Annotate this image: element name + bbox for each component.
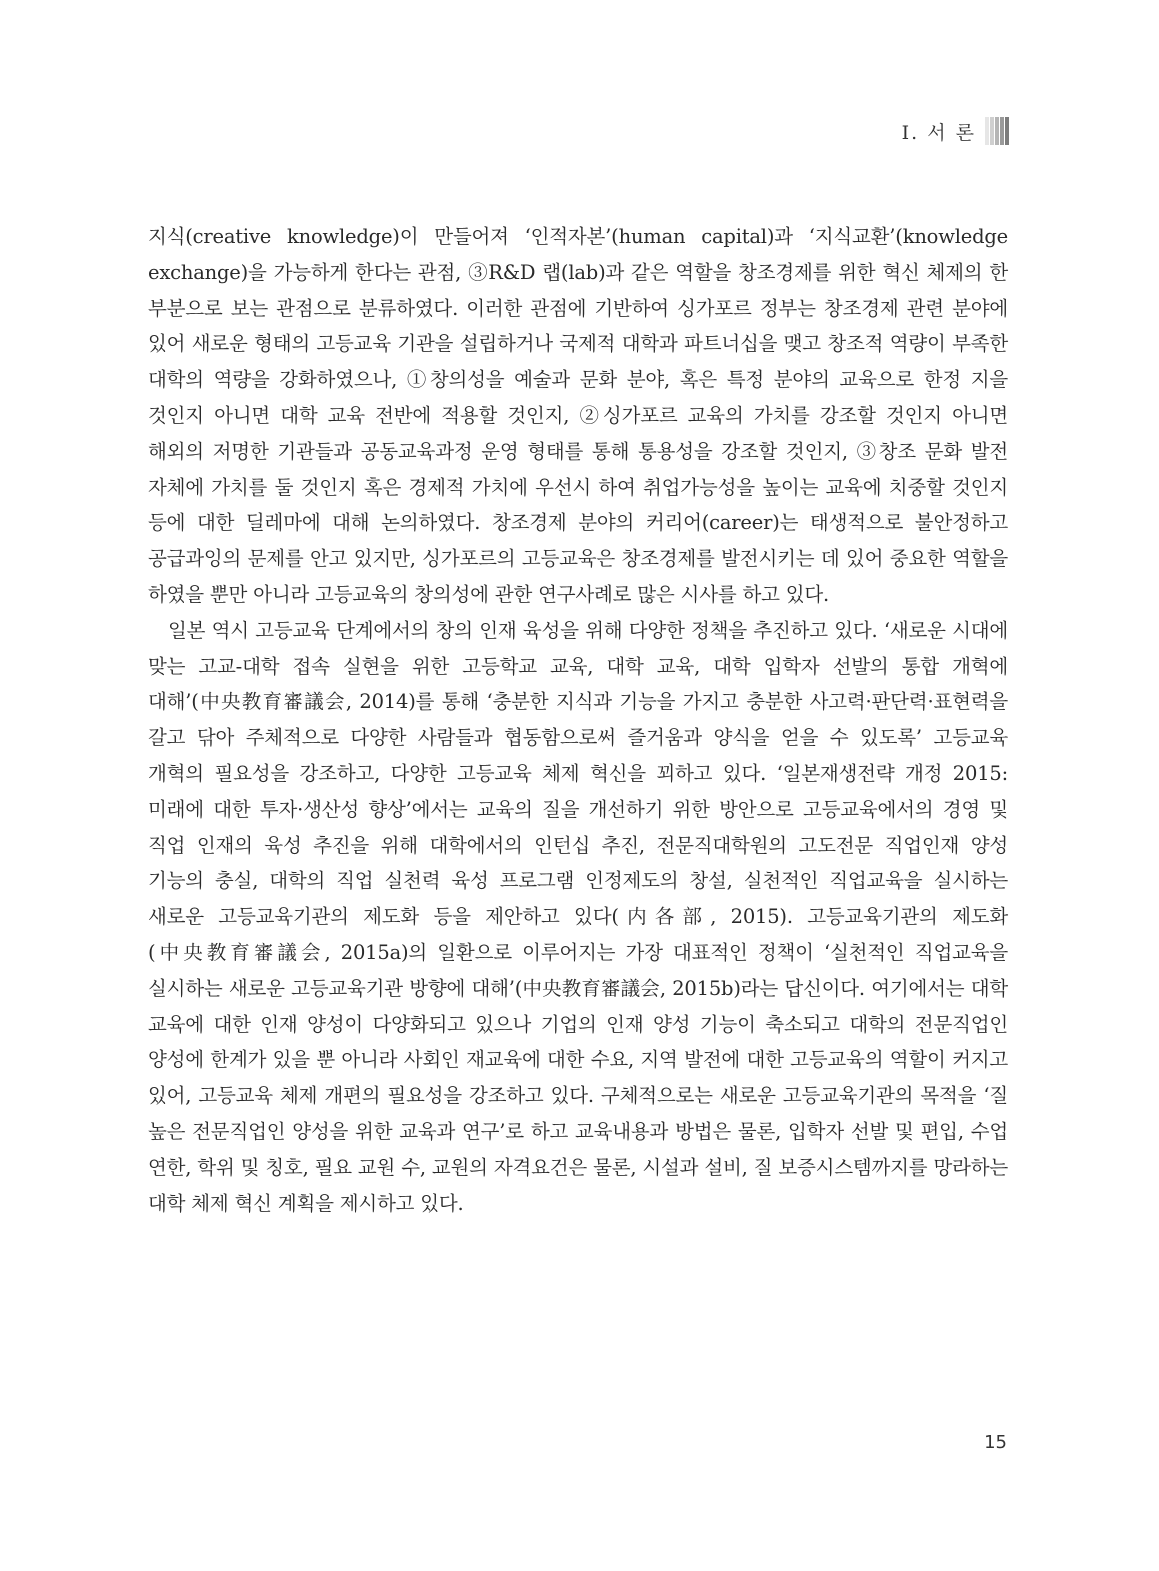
header-bar-stripe xyxy=(1005,117,1009,145)
page-number: 15 xyxy=(984,1432,1007,1453)
header-bar-stripe xyxy=(1000,117,1004,145)
paragraph-japan: 일본 역시 고등교육 단계에서의 창의 인재 육성을 위해 다양한 정책을 추진하고 있다. ‘새로운 시대에 맞는 고교-대학 접속 실현을 위한 고등학교 교육, 대학 교육, 대학 입학자 선발의 통합 개혁에 대해’(中央教育審議会, 2014)를 통해 ‘충분한 지식과 기능을 가지고 충분한 사고력·판단력·표현력을 갈고 닦아 주체적으로 다양한 사람들과 협동함으로써 즐거움과 양식을 얻을 수 있도록’ 고등교육 개혁의 필요성을 강조하고, 다양한 고등교육 체제 혁신을 꾀하고 있다. ‘일본재생전략 개정 2015: 미래에 대한 투자·생산성 향상’에서는 교육의 질을 개선하기 위한 방안으로 고등교육에서의 경영 및 직업 인재의 육성 추진을 위해 대학에서의 인턴십 추진, 전문직대학원의 고도전문 직업인재 양성 기능의 충실, 대학의 직업 실천력 육성 프로그램 인정제도의 창설, 실천적인 직업교육을 실시하는 새로운 고등교육기관의 제도화 등을 제안하고 있다(内各部, 2015). 고등교육기관의 제도화(中央教育審議会, 2015a)의 일환으로 이루어지는 가장 대표적인 정책이 ‘실천적인 직업교육을 실시하는 새로운 고등교육기관 방향에 대해’(中央教育審議会, 2015b)라는 답신이다. 여기에서는 대학 교육에 대한 인재 양성이 다양화되고 있으나 기업의 인재 양성 기능이 축소되고 대학의 전문직업인 양성에 한계가 있을 뿐 아니라 사회인 재교육에 대한 수요, 지역 발전에 대한 고등교육의 역할이 커지고 있어, 고등교육 체제 개편의 필요성을 강조하고 있다. 구체적으로는 새로운 고등교육기관의 목적을 ‘질 높은 전문직업인 양성을 위한 교육과 연구’로 하고 교육내용과 방법은 물론, 입학자 선발 및 편입, 수업 연한, 학위 및 칭호, 필요 교원 수, 교원의 자격요건은 물론, 시설과 설비, 질 보증시스템까지를 망라하는 대학 체제 혁신 계획을 제시하고 있다. xyxy=(148,618,1008,1215)
running-header xyxy=(902,116,1009,146)
header-bar-stripe xyxy=(990,117,994,145)
body-text xyxy=(148,219,1008,1221)
header-gradient-bar xyxy=(984,117,1009,145)
chapter-title: Ⅰ. 서 론 xyxy=(901,121,976,144)
paragraph-singapore: 지식(creative knowledge)이 만들어져 ‘인적자본’(human capital)과 ‘지식교환’(knowledge exchange)을 가능하게 한다는 관점, ③R&D 랩(lab)과 같은 역할을 창조경제를 위한 혁신 체제의 한 부분으로 보는 관점으로 분류하였다. 이러한 관점에 기반하여 싱가포르 정부는 창조경제 관련 분야에 있어 새로운 형태의 고등교육 기관을 설립하거나 국제적 대학과 파트너십을 맺고 창조적 역량이 부족한 대학의 역량을 강화하였으나, ①창의성을 예술과 문화 분야, 혹은 특정 분야의 교육으로 한정 지을 것인지 아니면 대학 교육 전반에 적용할 것인지, ②싱가포르 교육의 가치를 강조할 것인지 아니면 해외의 저명한 기관들과 공동교육과정 운영 형태를 통해 통용성을 강조할 것인지, ③창조 문화 발전 자체에 가치를 둘 것인지 혹은 경제적 가치에 우선시 하여 취업가능성을 높이는 교육에 치중할 것인지 등에 대한 딜레마에 대해 논의하였다. 창조경제 분야의 커리어(career)는 태생적으로 불안정하고 공급과잉의 문제를 안고 있지만, 싱가포르의 고등교육은 창조경제를 발전시키는 데 있어 중요한 역할을 하였을 뿐만 아니라 고등교육의 창의성에 관한 연구사례로 많은 시사를 하고 있다. xyxy=(148,225,1008,606)
header-bar-stripe xyxy=(985,117,989,145)
header-bar-stripe xyxy=(995,117,999,145)
